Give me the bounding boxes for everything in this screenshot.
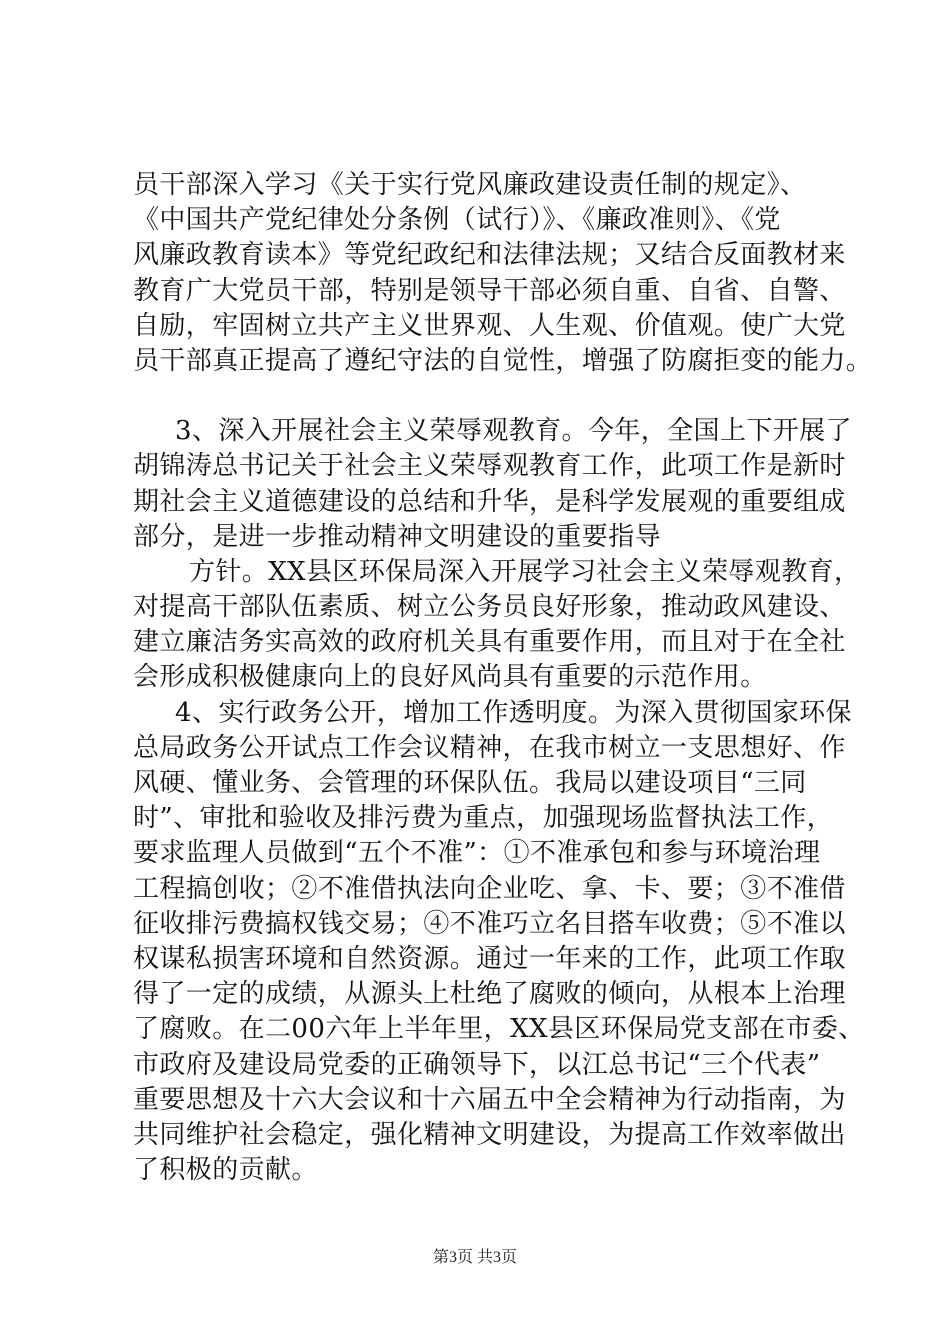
text-line: 自励，牢固树立共产主义世界观、人生观、价值观。使广大党 (133, 310, 846, 341)
text-line: 教育广大党员干部，特别是领导干部必须自重、自省、自警、 (133, 275, 846, 306)
text-line: 员干部深入学习《关于实行党风廉政建设责任制的规定》、 (133, 170, 807, 200)
text-line: 重要思想及十六大会议和十六届五中全会精神为行动指南，为 (133, 1084, 846, 1115)
page-number-footer: 第3页 共3页 (432, 1249, 517, 1266)
text-line: 建立廉洁务实高效的政府机关具有重要作用，而且对于在全社 (133, 627, 846, 658)
text-line: 会形成积极健康向上的良好风尚具有重要的示范作用。 (133, 662, 767, 693)
text-line: 了积极的贡献。 (133, 1155, 318, 1186)
text-line: 方针。XX县区环保局深入开展学习社会主义荣辱观教育， (189, 556, 861, 587)
text-line: 对提高干部队伍素质、树立公务员良好形象，推动政风建设、 (133, 592, 846, 623)
text-line: 《中国共产党纪律处分条例（试行）》、《廉政准则》、《党 (133, 205, 781, 236)
text-line: 期社会主义道德建设的总结和升华，是科学发展观的重要组成 (133, 486, 846, 517)
text-line: 4、实行政务公开，增加工作透明度。为深入贯彻国家环保 (175, 697, 852, 728)
text-line: 了腐败。在二00六年上半年里，XX县区环保局党支部在市委、 (133, 1014, 865, 1045)
paragraph-gap (133, 379, 833, 414)
text-line: 权谋私损害环境和自然资源。通过一年来的工作，此项工作取 (133, 943, 846, 974)
text-line: 部分，是进一步推动精神文明建设的重要指导 (133, 521, 662, 552)
text-line: 3、深入开展社会主义荣辱观教育。今年，全国上下开展了 (175, 416, 852, 447)
text-line: 员干部真正提高了遵纪守法的自觉性，增强了防腐拒变的能力。 (133, 345, 873, 376)
text-line: 共同维护社会稳定，强化精神文明建设，为提高工作效率做出 (133, 1119, 846, 1150)
text-line: 胡锦涛总书记关于社会主义荣辱观教育工作，此项工作是新时 (133, 451, 846, 482)
text-line: 时”、审批和验收及排污费为重点，加强现场监督执法工作， (133, 803, 834, 834)
text-line: 工程搞创收；②不准借执法向企业吃、拿、卡、要；③不准借 (133, 873, 846, 904)
text-line: 总局政务公开试点工作会议精神，在我市树立一支思想好、作 (133, 732, 846, 763)
text-line: 要求监理人员做到“五个不准”：①不准承包和参与环境治理 (133, 838, 821, 869)
document-body (133, 168, 873, 1188)
text-line: 市政府及建设局党委的正确领导下，以江总书记“三个代表” (133, 1049, 821, 1080)
text-line: 风硬、懂业务、会管理的环保队伍。我局以建设项目“三同 (133, 768, 807, 798)
text-line: 风廉政教育读本》等党纪政纪和法律法规；又结合反面教材来 (133, 240, 846, 271)
text-line: 得了一定的成绩，从源头上杜绝了腐败的倾向，从根本上治理 (133, 979, 846, 1010)
text-line: 征收排污费搞权钱交易；④不准巧立名目搭车收费；⑤不准以 (133, 908, 846, 939)
